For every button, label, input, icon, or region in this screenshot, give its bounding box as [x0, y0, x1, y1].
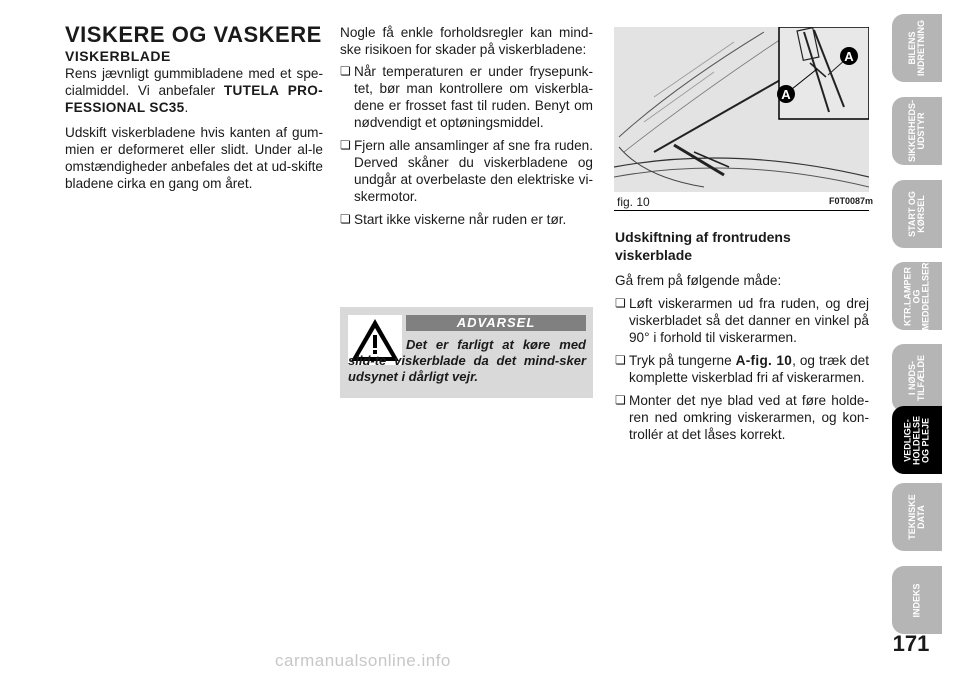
tab-label: BILENS INDRETNING: [907, 20, 926, 76]
procedure-step-2-end: , og træk det komplette viskerblad fri af viskerarmen.: [629, 353, 869, 385]
procedure-step-3: ❏ Monter det nye blad ved at føre holde-ren ned omkring viskerarmen, og kon-trollér at det låses korrekt.: [615, 392, 869, 443]
tab-i-nodstilfaelde[interactable]: [892, 344, 942, 412]
wiper-illustration: [614, 27, 869, 192]
tab-vedligeholdelse[interactable]: [892, 406, 942, 474]
tab-label: TEKNISKE DATA: [907, 494, 926, 540]
tab-sikkerhedsudstyr[interactable]: [892, 97, 942, 165]
tab-label: KTR.LAMPER OG MEDDELELSER: [902, 261, 931, 331]
figure-label: fig. 10: [617, 195, 650, 209]
tab-label: VEDLIGE- HOLDELSE OG PLEJE: [902, 415, 931, 465]
figure-divider: [614, 210, 869, 211]
procedure-intro: Gå frem på følgende måde:: [615, 273, 782, 288]
subsection-title: VISKERBLADE: [65, 48, 171, 64]
page-number: 171: [892, 631, 930, 656]
tab-label: SIKKERHEDS- UDSTYR: [907, 99, 927, 163]
procedure-step-1: ❏ Løft viskerarmen ud fra ruden, og drej viskerbladet så det danner en vinkel på 90° i forhold til viskerarmen.: [615, 295, 869, 346]
column-middle: [340, 24, 593, 234]
figure-code: F0T0087m: [829, 196, 874, 206]
paragraph-cleaning-end: .: [184, 100, 189, 115]
paragraph-cleaning: [65, 65, 323, 116]
wiper-figure: [614, 27, 869, 192]
warning-box: [340, 307, 593, 398]
warning-label: ADVARSEL: [406, 315, 586, 331]
tab-label: START OG KØRSEL: [907, 191, 926, 237]
column-right: [615, 228, 869, 449]
figure-reference: A-fig. 10: [735, 353, 793, 368]
tab-bilens-indretning[interactable]: [892, 14, 942, 82]
tab-tekniske-data[interactable]: [892, 483, 942, 551]
procedure-heading: Udskiftning af frontrudens viskerblade: [615, 229, 791, 263]
procedure-step-2-text: Tryk på tungerne: [629, 353, 736, 368]
tab-label: I NØDS- TILFÆLDE: [907, 355, 926, 401]
callout-a-2: A: [844, 49, 854, 64]
section-title: VISKERE OG VASKERE: [65, 22, 322, 47]
procedure-step-2: [615, 352, 869, 386]
precaution-item-1: ❏ Når temperaturen er under frysepunk-tet, bør man kontrollere om viskerbla-dene er frosset fast til ruden. Benyt om nødvendigt et optøningsmiddel.: [340, 63, 593, 131]
callout-a-1: A: [781, 87, 791, 102]
paragraph-cleaning-text: Rens jævnligt gummibladene med et spe-cialmiddel. Vi anbefaler: [65, 66, 323, 98]
product-name: TUTELA PRO-FESSIONAL SC35: [65, 83, 323, 115]
precautions-intro: Nogle få enkle forholdsregler kan mind-ske risikoen for skader på viskerbladene:: [340, 25, 593, 57]
column-left: [65, 22, 323, 200]
precaution-item-3: ❏ Start ikke viskerne når ruden er tør.: [340, 211, 593, 228]
tab-label: INDEKS: [911, 583, 922, 618]
tab-kontrollamper[interactable]: [892, 262, 942, 330]
watermark-text: carmanualsonline.info: [275, 651, 451, 670]
paragraph-replace: Udskift viskerbladene hvis kanten af gum-mien er deformeret eller slidt. Under al-le omstændigheder anbefales det at ud-skifte bladene cirka en gang om året.: [65, 125, 323, 191]
warning-text: Det er farligt at køre med slid-te viskerblade da det mind-sker udsynet i dårligt vejr.: [348, 337, 586, 384]
precaution-item-2: ❏ Fjern alle ansamlinger af sne fra ruden. Derved skåner du viskerbladene og undgår at overbelaste den elektriske vi-skermotor.: [340, 137, 593, 205]
tab-start-og-korsel[interactable]: [892, 180, 942, 248]
tab-indeks[interactable]: [892, 566, 942, 634]
